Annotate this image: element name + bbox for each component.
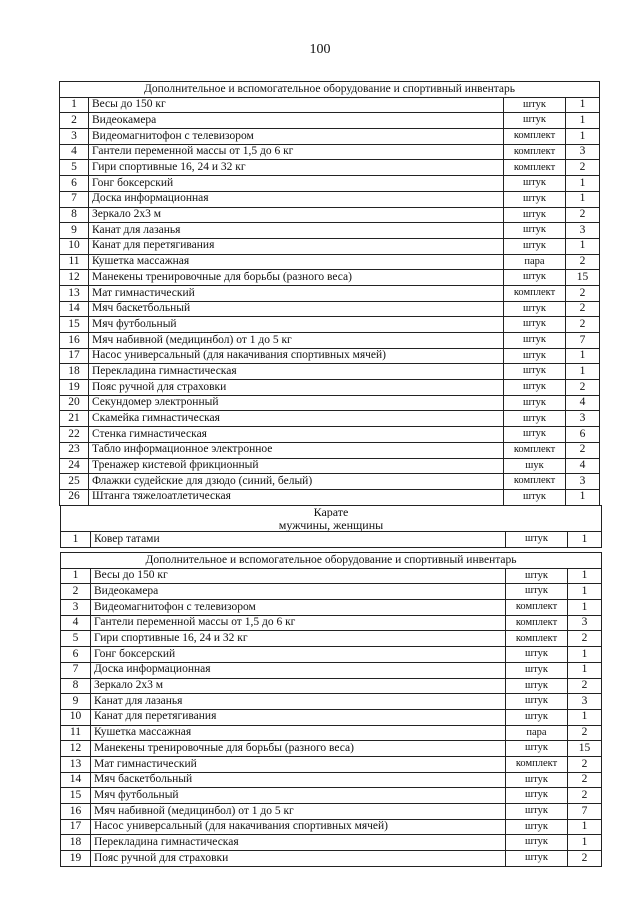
row-number: 25 (60, 474, 89, 490)
table-row (61, 819, 602, 835)
table-row (60, 223, 600, 239)
row-number: 3 (61, 600, 91, 616)
item-quantity: 1 (568, 819, 602, 835)
item-name: Видеокамера (89, 113, 504, 129)
item-quantity: 1 (568, 584, 602, 600)
item-unit: штук (504, 489, 566, 505)
row-number: 21 (60, 411, 89, 427)
item-unit: штук (504, 97, 566, 113)
item-name: Канат для лазанья (89, 223, 504, 239)
item-unit: штук (506, 568, 568, 584)
item-unit: штук (504, 348, 566, 364)
item-unit: штук (506, 804, 568, 820)
row-number: 17 (60, 348, 89, 364)
item-quantity: 2 (566, 442, 600, 458)
item-quantity: 2 (568, 772, 602, 788)
item-name: Канат для перетягивания (89, 238, 504, 254)
row-number: 10 (61, 709, 91, 725)
table-row (60, 427, 600, 443)
row-number: 23 (60, 442, 89, 458)
item-name: Канат для лазанья (91, 694, 506, 710)
row-number: 15 (61, 788, 91, 804)
table-row (61, 631, 602, 647)
item-quantity: 2 (568, 678, 602, 694)
row-number: 24 (60, 458, 89, 474)
item-quantity: 1 (568, 532, 602, 548)
sport-title-row (61, 506, 602, 519)
equipment-rows (60, 97, 600, 505)
item-name: Мяч набивной (медицинбол) от 1 до 5 кг (91, 804, 506, 820)
item-name: Перекладина гимнастическая (89, 364, 504, 380)
item-name: Перекладина гимнастическая (91, 835, 506, 851)
item-quantity: 3 (566, 144, 600, 160)
item-quantity: 3 (566, 411, 600, 427)
row-number: 20 (60, 395, 89, 411)
item-unit: комплект (504, 160, 566, 176)
sport-subtitle: мужчины, женщины (61, 518, 602, 532)
item-name: Гонг боксерский (91, 647, 506, 663)
item-quantity: 3 (568, 694, 602, 710)
item-unit: комплект (506, 600, 568, 616)
row-number: 15 (60, 317, 89, 333)
item-unit: штук (504, 395, 566, 411)
item-quantity: 1 (568, 600, 602, 616)
item-quantity: 1 (566, 129, 600, 145)
table-row (60, 317, 600, 333)
item-unit: штук (504, 301, 566, 317)
row-number: 9 (60, 223, 89, 239)
item-quantity: 1 (566, 97, 600, 113)
table-row (60, 129, 600, 145)
item-name: Доска информационная (89, 191, 504, 207)
item-unit: штук (506, 694, 568, 710)
item-name: Мат гимнастический (89, 285, 504, 301)
table-row (60, 411, 600, 427)
item-unit: штук (506, 678, 568, 694)
item-unit: штук (506, 819, 568, 835)
item-name: Гантели переменной массы от 1,5 до 6 кг (89, 144, 504, 160)
item-name: Доска информационная (91, 662, 506, 678)
table-row (60, 160, 600, 176)
item-unit: шук (504, 458, 566, 474)
item-unit: штук (506, 584, 568, 600)
table-row (60, 97, 600, 113)
item-quantity: 2 (568, 725, 602, 741)
item-unit: штук (504, 270, 566, 286)
item-quantity: 1 (566, 191, 600, 207)
item-unit: пара (506, 725, 568, 741)
table-row (61, 709, 602, 725)
table-row (61, 615, 602, 631)
item-name: Гонг боксерский (89, 176, 504, 192)
item-unit: комплект (504, 442, 566, 458)
item-quantity: 6 (566, 427, 600, 443)
item-name: Мяч набивной (медицинбол) от 1 до 5 кг (89, 333, 504, 349)
item-unit: штук (506, 647, 568, 663)
item-quantity: 2 (568, 631, 602, 647)
item-quantity: 15 (566, 270, 600, 286)
item-quantity: 2 (566, 317, 600, 333)
item-unit: штук (506, 835, 568, 851)
item-quantity: 2 (566, 285, 600, 301)
item-quantity: 1 (566, 176, 600, 192)
equipment-table-top (59, 81, 600, 506)
row-number: 2 (61, 584, 91, 600)
row-number: 11 (60, 254, 89, 270)
table-row (60, 489, 600, 505)
row-number: 8 (60, 207, 89, 223)
item-name: Канат для перетягивания (91, 709, 506, 725)
item-unit: штук (506, 662, 568, 678)
row-number: 17 (61, 819, 91, 835)
table-row (60, 348, 600, 364)
table-row (61, 835, 602, 851)
item-unit: штук (504, 176, 566, 192)
row-number: 7 (61, 662, 91, 678)
item-quantity: 1 (568, 662, 602, 678)
item-quantity: 3 (566, 223, 600, 239)
row-number: 14 (60, 301, 89, 317)
row-number: 14 (61, 772, 91, 788)
item-unit: штук (506, 772, 568, 788)
item-quantity: 15 (568, 741, 602, 757)
table-row (61, 788, 602, 804)
item-name: Видеомагнитофон с телевизором (91, 600, 506, 616)
table-row (61, 584, 602, 600)
row-number: 26 (60, 489, 89, 505)
table-row (61, 600, 602, 616)
table-row (60, 176, 600, 192)
item-unit: штук (504, 191, 566, 207)
table-row (60, 364, 600, 380)
item-quantity: 2 (566, 301, 600, 317)
item-quantity: 1 (568, 647, 602, 663)
item-unit: комплект (506, 615, 568, 631)
row-number: 10 (60, 238, 89, 254)
item-quantity: 4 (566, 458, 600, 474)
item-unit: штук (506, 741, 568, 757)
item-name: Тренажер кистевой фрикционный (89, 458, 504, 474)
item-unit: штук (504, 238, 566, 254)
row-number: 13 (60, 285, 89, 301)
sport-title: Карате (61, 506, 602, 519)
table-row (60, 254, 600, 270)
row-number: 11 (61, 725, 91, 741)
table-row (61, 647, 602, 663)
item-name: Кушетка массажная (89, 254, 504, 270)
row-number: 18 (61, 835, 91, 851)
table-row (60, 207, 600, 223)
item-quantity: 7 (568, 804, 602, 820)
table-row (61, 804, 602, 820)
item-name: Пояс ручной для страховки (91, 851, 506, 867)
item-quantity: 1 (566, 364, 600, 380)
item-name: Насос универсальный (для накачивания спортивных мячей) (91, 819, 506, 835)
table-row (61, 725, 602, 741)
row-number: 3 (60, 129, 89, 145)
page-number: 100 (309, 42, 331, 57)
item-quantity: 3 (566, 474, 600, 490)
table-row (61, 568, 602, 584)
equipment-table-bottom (60, 552, 602, 867)
item-quantity: 1 (568, 709, 602, 725)
row-number: 16 (61, 804, 91, 820)
row-number: 9 (61, 694, 91, 710)
item-name: Мяч футбольный (89, 317, 504, 333)
row-number: 4 (60, 144, 89, 160)
item-name: Скамейка гимнастическая (89, 411, 504, 427)
row-number: 8 (61, 678, 91, 694)
item-unit: штук (504, 207, 566, 223)
row-number: 22 (60, 427, 89, 443)
item-unit: комплект (504, 144, 566, 160)
table-row (61, 741, 602, 757)
item-quantity: 2 (566, 160, 600, 176)
item-name: Стенка гимнастическая (89, 427, 504, 443)
item-name: Ковер татами (91, 532, 506, 548)
row-number: 1 (60, 97, 89, 113)
item-unit: комплект (506, 756, 568, 772)
item-quantity: 1 (568, 835, 602, 851)
item-unit: штук (504, 333, 566, 349)
table-row (60, 191, 600, 207)
item-unit: пара (504, 254, 566, 270)
item-name: Видеомагнитофон с телевизором (89, 129, 504, 145)
item-name: Табло информационное электронное (89, 442, 504, 458)
row-number: 12 (61, 741, 91, 757)
row-number: 16 (60, 333, 89, 349)
table-row (61, 694, 602, 710)
item-unit: штук (504, 427, 566, 443)
table-row (60, 301, 600, 317)
item-name: Гири спортивные 16, 24 и 32 кг (89, 160, 504, 176)
item-quantity: 1 (566, 489, 600, 505)
item-name: Насос универсальный (для накачивания спортивных мячей) (89, 348, 504, 364)
row-number: 6 (61, 647, 91, 663)
equipment-rows (61, 568, 602, 866)
item-quantity: 1 (566, 348, 600, 364)
item-quantity: 2 (566, 380, 600, 396)
item-name: Секундомер электронный (89, 395, 504, 411)
table-row (60, 380, 600, 396)
item-quantity: 3 (568, 615, 602, 631)
item-quantity: 4 (566, 395, 600, 411)
row-number: 19 (60, 380, 89, 396)
item-quantity: 2 (568, 851, 602, 867)
item-name: Мяч баскетбольный (89, 301, 504, 317)
table-row (60, 238, 600, 254)
item-name: Видеокамера (91, 584, 506, 600)
item-unit: штук (506, 709, 568, 725)
table-row (60, 333, 600, 349)
row-number: 1 (61, 532, 91, 548)
row-number: 6 (60, 176, 89, 192)
item-name: Кушетка массажная (91, 725, 506, 741)
row-number: 5 (61, 631, 91, 647)
row-number: 2 (60, 113, 89, 129)
table-row (61, 532, 602, 548)
item-name: Мяч баскетбольный (91, 772, 506, 788)
table-row (61, 772, 602, 788)
table-row (61, 851, 602, 867)
item-name: Гири спортивные 16, 24 и 32 кг (91, 631, 506, 647)
item-name: Манекены тренировочные для борьбы (разного веса) (91, 741, 506, 757)
table-row (60, 474, 600, 490)
item-name: Зеркало 2х3 м (91, 678, 506, 694)
table-row (60, 113, 600, 129)
table-row (60, 144, 600, 160)
item-quantity: 7 (566, 333, 600, 349)
item-quantity: 2 (568, 756, 602, 772)
item-unit: комплект (506, 631, 568, 647)
section-header: Дополнительное и вспомогательное оборудование и спортивный инвентарь (61, 553, 602, 569)
item-unit: комплект (504, 285, 566, 301)
table-row (60, 270, 600, 286)
row-number: 19 (61, 851, 91, 867)
item-unit: штук (504, 364, 566, 380)
row-number: 1 (61, 568, 91, 584)
item-name: Мат гимнастический (91, 756, 506, 772)
item-unit: штук (506, 788, 568, 804)
item-unit: штук (504, 317, 566, 333)
table-row (61, 662, 602, 678)
table-row (61, 756, 602, 772)
table-row (60, 395, 600, 411)
table-row (60, 285, 600, 301)
item-name: Пояс ручной для страховки (89, 380, 504, 396)
section-header: Дополнительное и вспомогательное оборудование и спортивный инвентарь (60, 82, 600, 98)
item-unit: комплект (504, 129, 566, 145)
item-name: Гантели переменной массы от 1,5 до 6 кг (91, 615, 506, 631)
table-row (60, 442, 600, 458)
item-quantity: 1 (566, 238, 600, 254)
sport-table (60, 505, 602, 548)
item-unit: штук (504, 113, 566, 129)
item-quantity: 2 (566, 254, 600, 270)
row-number: 18 (60, 364, 89, 380)
item-quantity: 2 (568, 788, 602, 804)
item-unit: штук (506, 851, 568, 867)
row-number: 12 (60, 270, 89, 286)
item-name: Штанга тяжелоатлетическая (89, 489, 504, 505)
item-unit: штук (504, 380, 566, 396)
row-number: 7 (60, 191, 89, 207)
item-quantity: 1 (568, 568, 602, 584)
row-number: 4 (61, 615, 91, 631)
item-quantity: 2 (566, 207, 600, 223)
item-name: Весы до 150 кг (89, 97, 504, 113)
row-number: 5 (60, 160, 89, 176)
item-unit: штук (506, 532, 568, 548)
item-name: Мяч футбольный (91, 788, 506, 804)
item-unit: штук (504, 223, 566, 239)
row-number: 13 (61, 756, 91, 772)
sport-subtitle-row (61, 518, 602, 532)
table-row (61, 678, 602, 694)
item-name: Флажки судейские для дзюдо (синий, белый) (89, 474, 504, 490)
item-name: Манекены тренировочные для борьбы (разного веса) (89, 270, 504, 286)
section-header-row (61, 553, 602, 569)
table-row (60, 458, 600, 474)
item-name: Зеркало 2х3 м (89, 207, 504, 223)
item-unit: комплект (504, 474, 566, 490)
item-unit: штук (504, 411, 566, 427)
sport-rows (61, 532, 602, 548)
item-quantity: 1 (566, 113, 600, 129)
section-header-row (60, 82, 600, 98)
item-name: Весы до 150 кг (91, 568, 506, 584)
